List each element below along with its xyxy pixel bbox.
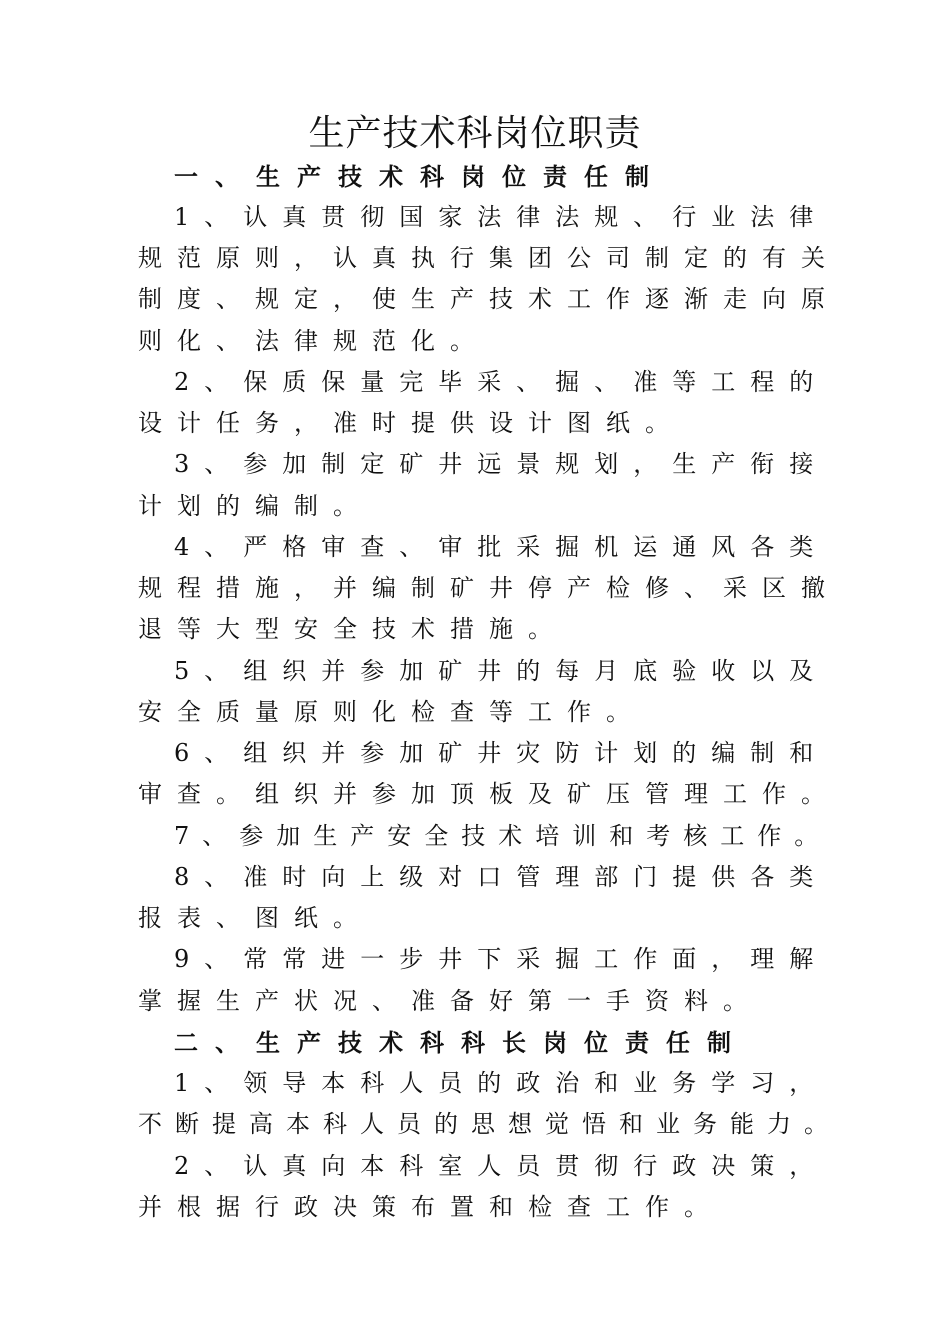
paragraph-line: 制度、规定，使生产技术工作逐渐走向原 (138, 285, 840, 313)
document-title: 生产技术科岗位职责 (308, 113, 642, 154)
paragraph-line: 1、领导本科人员的政治和业务学习， (174, 1069, 829, 1097)
paragraph-line: 1、认真贯彻国家法律法规、行业法律 (174, 203, 829, 231)
section-heading-1: 一、生产技术科岗位责任制 (174, 162, 666, 191)
paragraph-line: 2、保质保量完毕采、掘、准等工程的 (174, 368, 829, 396)
paragraph-line: 规范原则，认真执行集团公司制定的有关 (138, 244, 840, 272)
paragraph-line: 不断提高本科人员的思想觉悟和业务能力。 (138, 1110, 841, 1138)
paragraph-line: 审查。组织并参加顶板及矿压管理工作。 (138, 780, 840, 808)
paragraph-line: 2、认真向本科室人员贯彻行政决策， (174, 1152, 829, 1180)
paragraph-line: 6、组织并参加矿井灾防计划的编制和 (174, 739, 829, 767)
paragraph-line: 掌握生产状况、准备好第一手资料。 (138, 987, 762, 1015)
paragraph-line: 5、组织并参加矿井的每月底验收以及 (174, 657, 829, 685)
paragraph-line: 4、严格审查、审批采掘机运通风各类 (174, 533, 829, 561)
paragraph-line: 计划的编制。 (138, 492, 372, 520)
section-heading-2: 二、生产技术科科长岗位责任制 (174, 1028, 748, 1057)
paragraph-line: 7、参加生产安全技术培训和考核工作。 (174, 822, 832, 850)
paragraph-line: 设计任务，准时提供设计图纸。 (138, 409, 684, 437)
paragraph-line: 并根据行政决策布置和检查工作。 (138, 1193, 723, 1221)
paragraph-line: 则化、法律规范化。 (138, 327, 489, 355)
paragraph-line: 退等大型安全技术措施。 (138, 615, 567, 643)
paragraph-line: 8、准时向上级对口管理部门提供各类 (174, 863, 829, 891)
paragraph-line: 报表、图纸。 (138, 904, 372, 932)
paragraph-line: 9、常常进一步井下采掘工作面，理解 (174, 945, 829, 973)
paragraph-line: 3、参加制定矿井远景规划，生产衔接 (174, 450, 829, 478)
paragraph-line: 安全质量原则化检查等工作。 (138, 698, 645, 726)
paragraph-line: 规程措施，并编制矿井停产检修、采区撤 (138, 574, 840, 602)
